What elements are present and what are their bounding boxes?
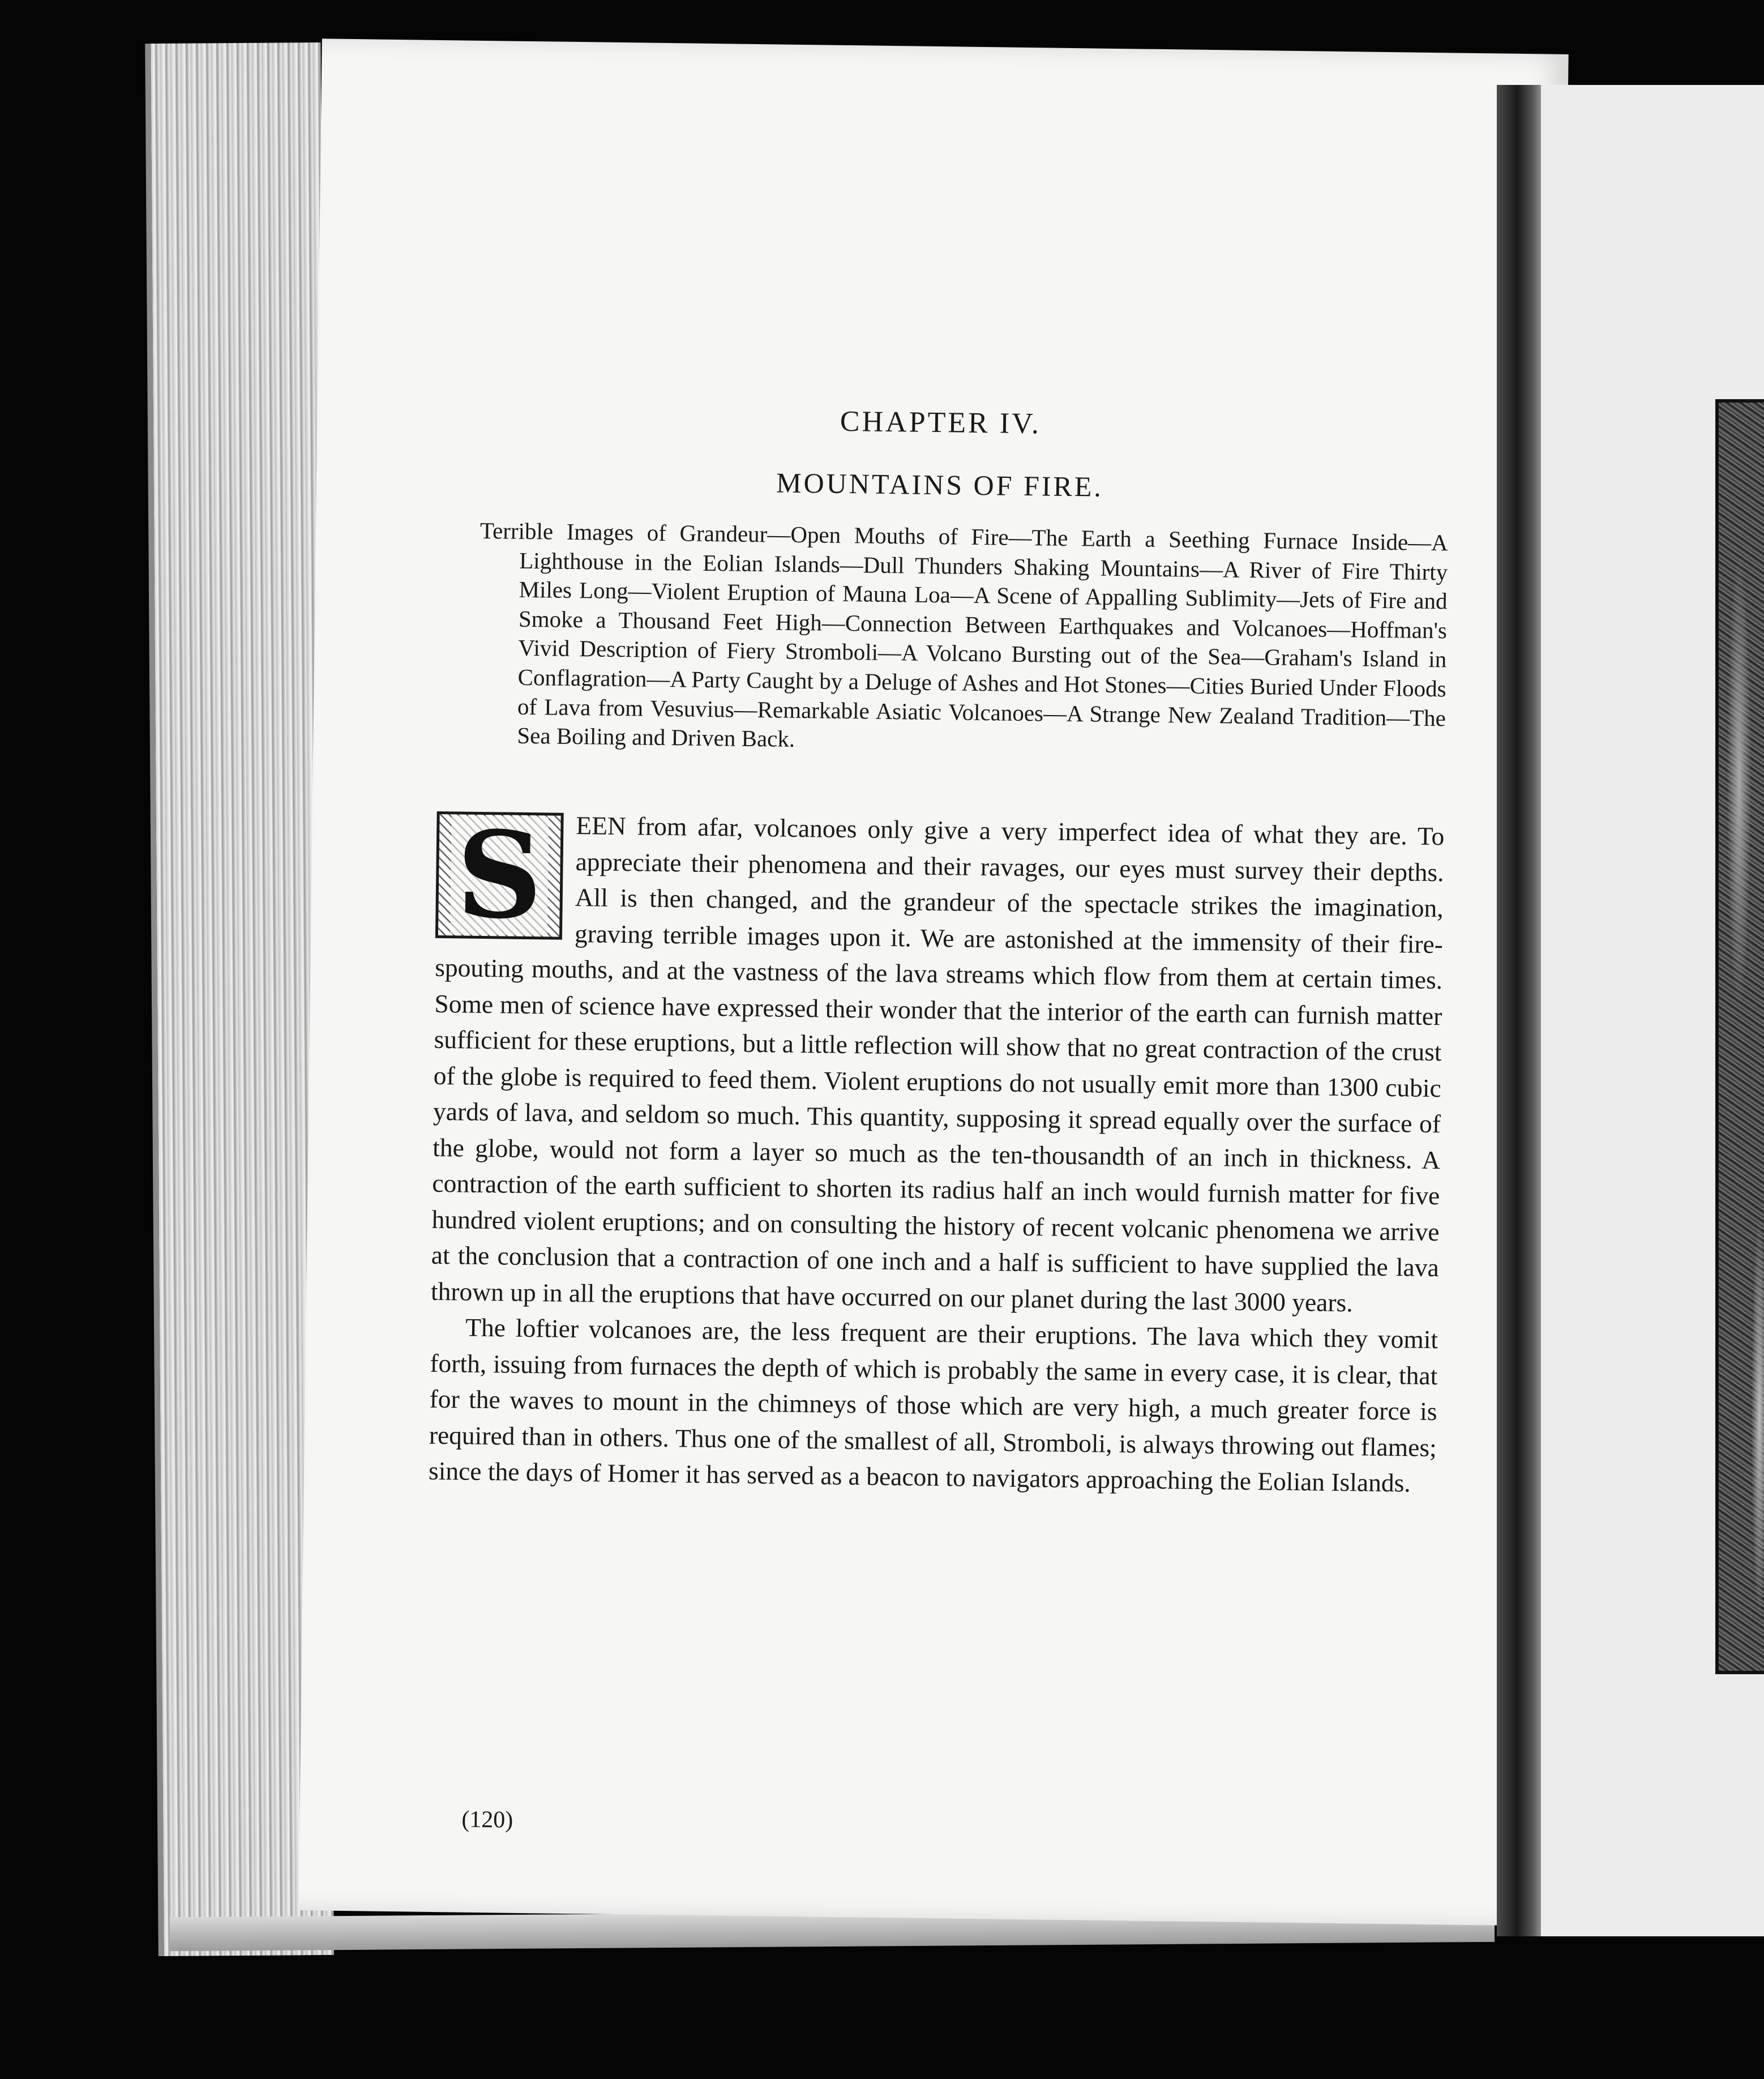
chapter-synopsis: Terrible Images of Grandeur—Open Mouths of Fire—The Earth a Seething Furnace Inside—A Lighthouse in the Eolian Islands—Dull Thunders Shaking Mountains—A River of Fire Thirty Miles Long—Violent Eruption of Mauna Loa—A Scene of Appalling Sublimity—Jets of Fire and Smoke a Thousand Feet High—Connection Between Earthquakes and Volcanoes—Hoffman's Vivid Description of Fiery Stromboli—A Volcano Bursting out of the Sea—Graham's Island in Conflagration—A Party Caught by a Deluge of Ashes and Hot Stones—Cities Buried Under Floods of Lava from Vesuvius—Remarkable Asiatic Volcanoes—A Strange New Zealand Tradition—The Sea Boiling and Driven Back.: [479, 517, 1449, 752]
book-page: [298, 38, 1568, 1926]
chapter-body: [429, 806, 1445, 1502]
paragraph: [431, 806, 1445, 1321]
book-gutter: [1497, 85, 1548, 1936]
chapter-title: MOUNTAINS OF FIRE.: [776, 467, 1104, 503]
paragraph-text: EEN from afar, volcanoes only give a very imperfect idea of what they are. To appreciate their phenomena and their ravages, our eyes must survey their depths. All is then changed, and the grandeur of the spectacle strikes the imagination, graving terrible images upon it. We are astonished at the immensity of their fire-spouting mouths, and at the vastness of the lava streams which flow from them at certain times. Some men of science have expressed their wonder that the interior of the earth can furnish matter sufficient for these eruptions, but a little reflection will show that no great contraction of the crust of the globe is required to feed them. Violent eruptions do not usually emit more than 1300 cubic yards of lava, and seldom so much. This quantity, supposing it spread equally over the surface of the globe, would not form a layer so much as the ten-thousandth of an inch in thickness. A contraction of the earth sufficient to shorten its radius half an inch would furnish matter for five hundred violent eruptions; and on consulting the history of recent volcanic phenomena we arrive at the conclusion that a contraction of one inch and a half is sufficient to have supplied the lava thrown up in all the eruptions that have occurred on our planet during the last 3000 years.: [430, 811, 1445, 1317]
chapter-number: CHAPTER IV.: [840, 405, 1042, 440]
facing-page-illustration: [1715, 399, 1764, 1674]
paragraph: The loftier volcanoes are, the less frequent are their eruptions. The lava which they vomit forth, issuing from furnaces the depth of which is probably the same in every case, it is clear, that for the waves to mount in the chimneys of those which are very high, a much greater force is required than in others. Thus one of the smallest of all, Stromboli, is always throwing out flames; since the days of Homer it has served as a beacon to navigators approaching the Eolian Islands.: [428, 1312, 1438, 1498]
ornamental-initial: [435, 805, 564, 946]
page-number: (120): [461, 1806, 513, 1833]
drop-cap-letter: S: [450, 815, 549, 935]
